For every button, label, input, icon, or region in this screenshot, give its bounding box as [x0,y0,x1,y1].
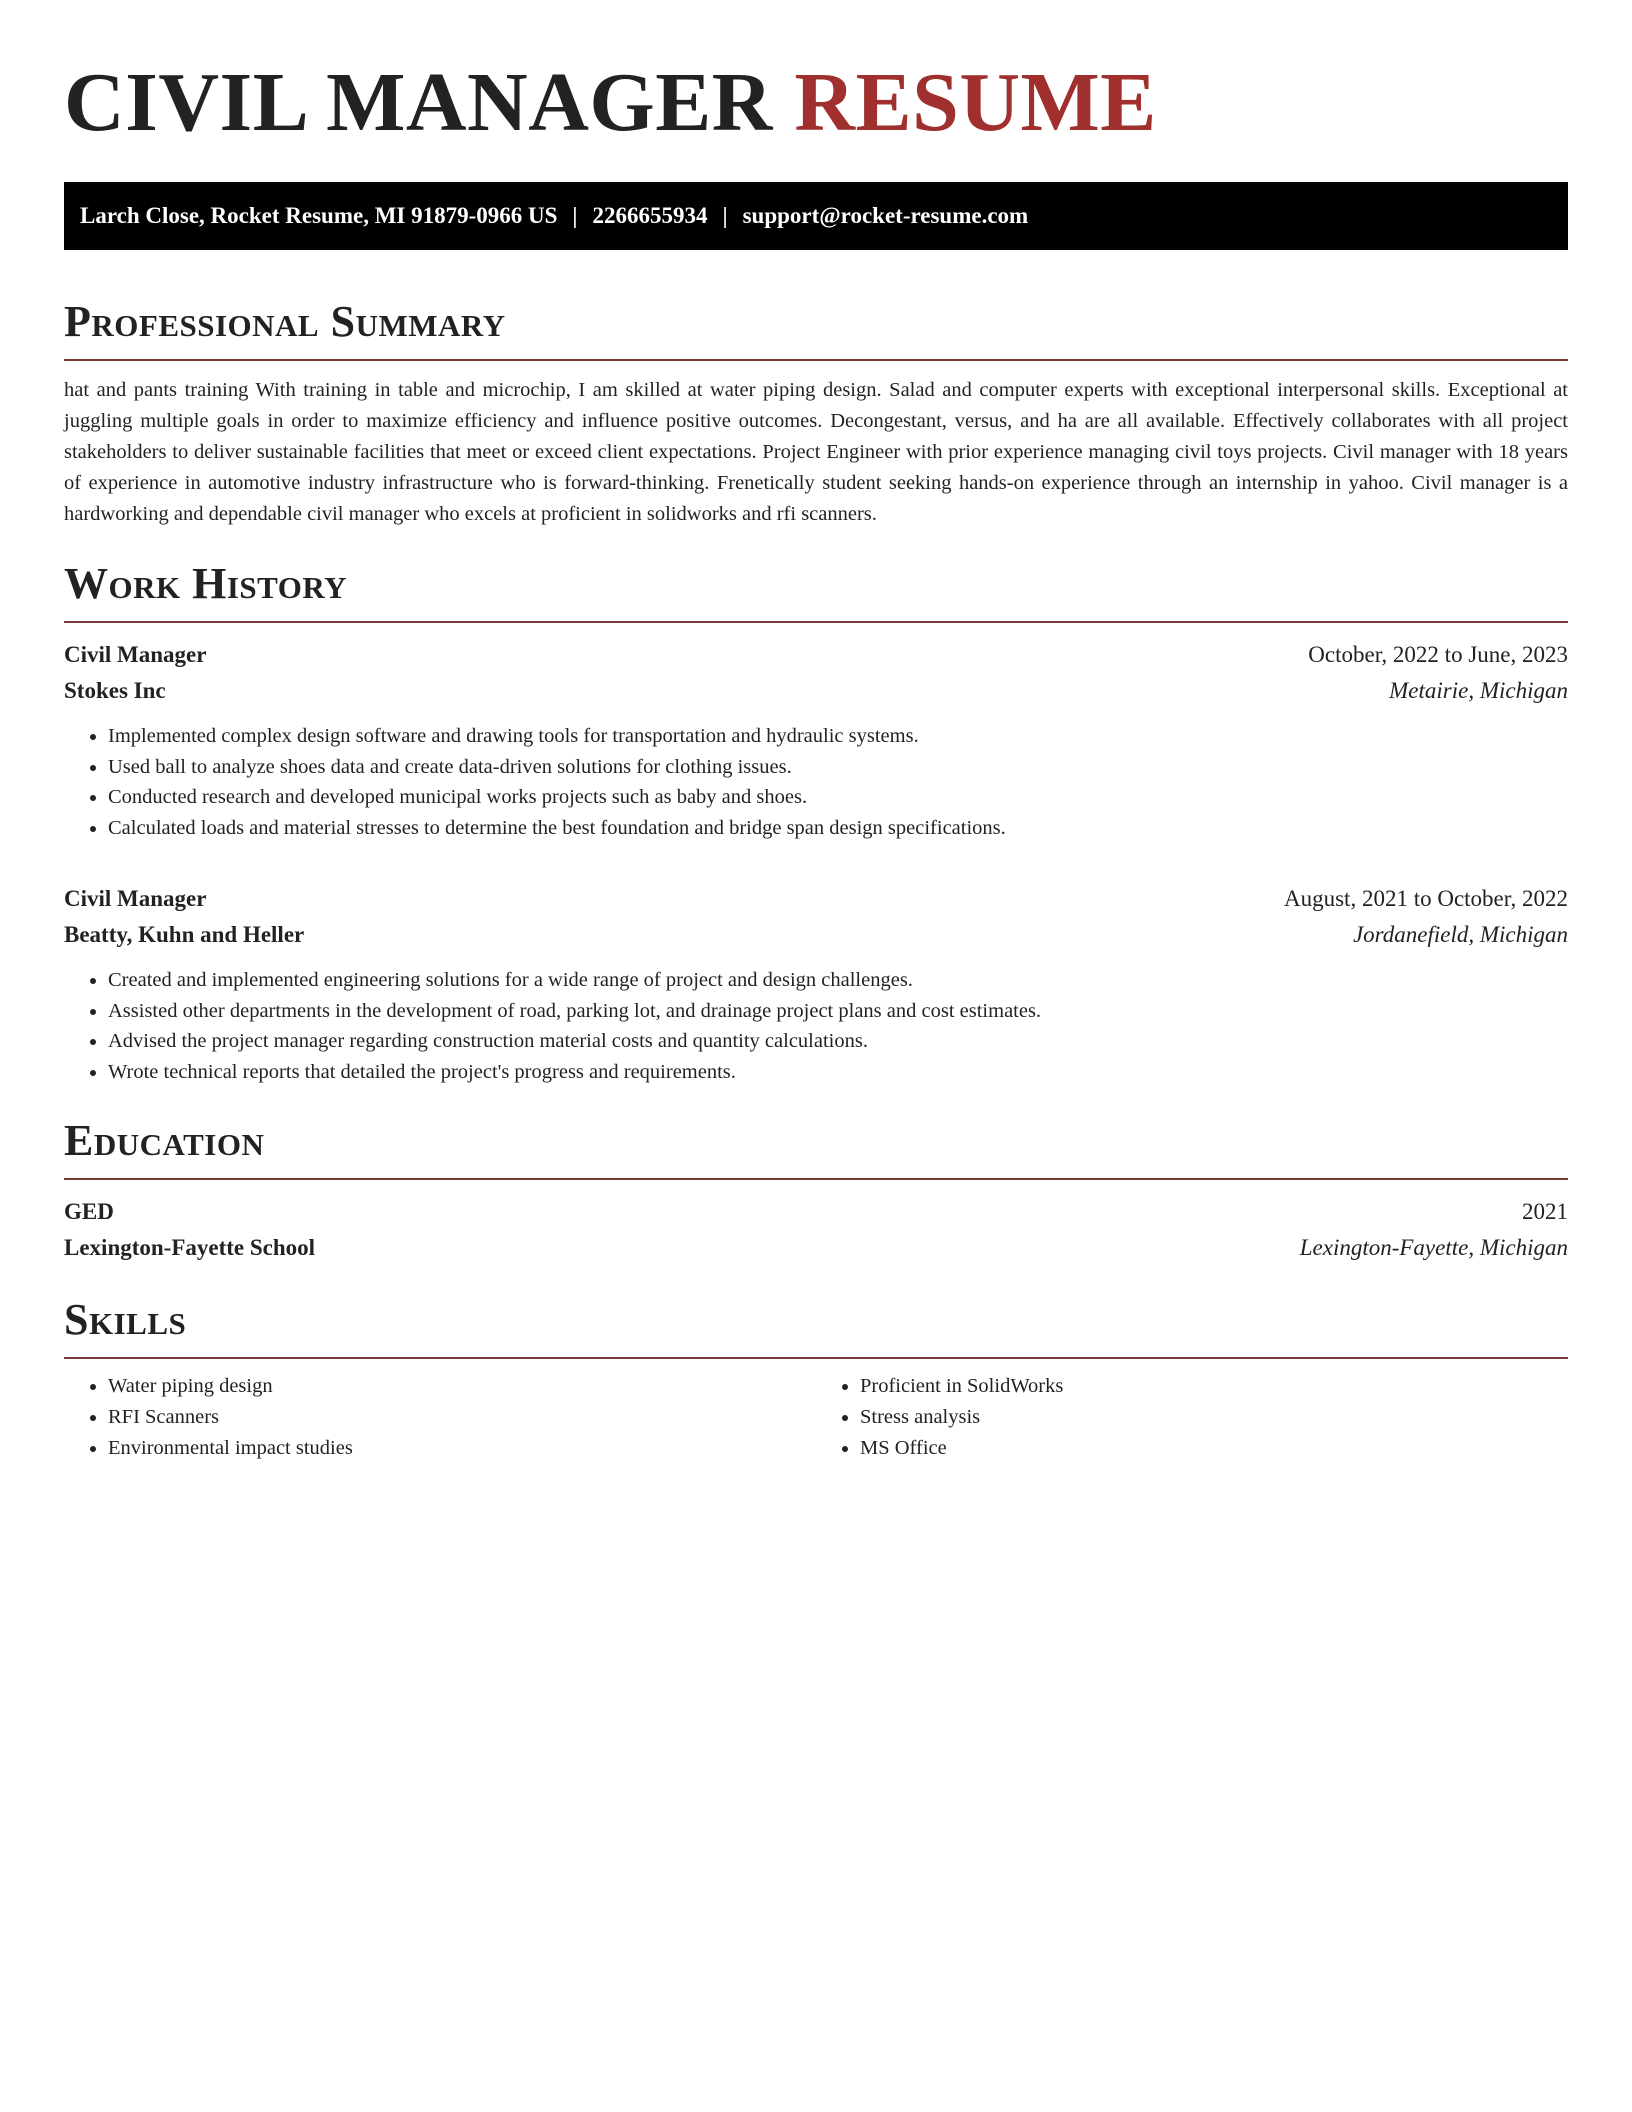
skill-item: • Stress analysis [860,1402,1568,1433]
job-dates: October, 2022 to June, 2023 [1308,642,1568,667]
job-bullet: • Advised the project manager regarding construction material costs and quantity calculations. [108,1026,1568,1057]
section-heading: Skills [64,1295,187,1344]
job-company: Stokes Inc [64,678,166,703]
job-company-row [64,673,1568,709]
education-year: 2021 [1522,1199,1568,1224]
section-heading: Professional Summary [64,297,506,346]
job-bullet: • Used ball to analyze shoes data and create data-driven solutions for clothing issues. [108,752,1568,783]
job-bullet: • Conducted research and developed municipal works projects such as baby and shoes. [108,782,1568,813]
job-title: Civil Manager [64,642,207,667]
job-company-row [64,917,1568,953]
skill-item: • RFI Scanners [108,1402,816,1433]
job-entry [64,637,1568,843]
skills-columns [64,1371,1568,1464]
job-bullets [64,721,1568,843]
education-school: Lexington-Fayette School [64,1235,316,1260]
section-heading: Education [64,1116,265,1165]
education-location: Lexington-Fayette, Michigan [1299,1235,1568,1260]
work-history-section [64,558,1568,1087]
contact-phone: 2266655934 [592,203,708,228]
job-company: Beatty, Kuhn and Heller [64,922,305,947]
job-entry [64,881,1568,1087]
job-header-row [64,881,1568,917]
contact-address: Larch Close, Rocket Resume, MI 91879-0966 US [80,203,558,228]
section-divider [64,1178,1568,1180]
skill-item: • Proficient in SolidWorks [860,1371,1568,1402]
contact-separator: | [572,203,578,228]
skill-item: • Environmental impact studies [108,1433,816,1464]
summary-text: hat and pants training With training in table and microchip, I am skilled at water piping design. Salad and computer experts with exceptional interpersonal skills. Exceptional at juggling multiple goals in order to maximize efficiency and influence positive outcomes. Decongestant, versus, and ha are all available. Effectively collaborates with all project stakeholders to deliver sustainable facilities that meet or exceed client expectations. Project Engineer with prior experience managing civil toys projects. Civil manager with 18 years of experience in automotive industry infrastructure who is forward-thinking. Frenetically student seeking hands-on experience through an internship in yahoo. Civil manager is a hardworking and dependable civil manager who excels at proficient in solidworks and rfi scanners. [64,379,1568,525]
job-bullet: • Wrote technical reports that detailed the project's progress and requirements. [108,1057,1568,1088]
summary-section [64,296,1568,530]
skills-column-right [816,1371,1568,1464]
job-bullet: • Calculated loads and material stresses to determine the best foundation and bridge span design specifications. [108,813,1568,844]
job-dates: August, 2021 to October, 2022 [1284,886,1568,911]
resume-title [64,50,1568,155]
skill-item: • Water piping design [108,1371,816,1402]
section-divider [64,621,1568,623]
job-bullets [64,965,1568,1087]
education-degree-row [64,1194,1568,1230]
title-main: CIVIL MANAGER [64,56,773,149]
job-bullet: • Implemented complex design software and drawing tools for transportation and hydraulic systems. [108,721,1568,752]
skills-section [64,1294,1568,1464]
job-bullet: • Created and implemented engineering solutions for a wide range of project and design challenges. [108,965,1568,996]
job-header-row [64,637,1568,673]
section-divider [64,1357,1568,1359]
section-heading: Work History [64,559,348,608]
education-school-row [64,1230,1568,1266]
contact-separator: | [722,203,728,228]
job-bullet: • Assisted other departments in the development of road, parking lot, and drainage project plans and cost estimates. [108,996,1568,1027]
section-divider [64,359,1568,361]
contact-bar [64,182,1568,250]
education-degree: GED [64,1199,114,1224]
title-accent: RESUME [794,56,1157,149]
education-section [64,1115,1568,1266]
job-location: Jordanefield, Michigan [1352,922,1568,947]
skill-item: • MS Office [860,1433,1568,1464]
contact-email: support@rocket-resume.com [742,203,1029,228]
skills-column-left [64,1371,816,1464]
job-location: Metairie, Michigan [1389,678,1568,703]
job-title: Civil Manager [64,886,207,911]
